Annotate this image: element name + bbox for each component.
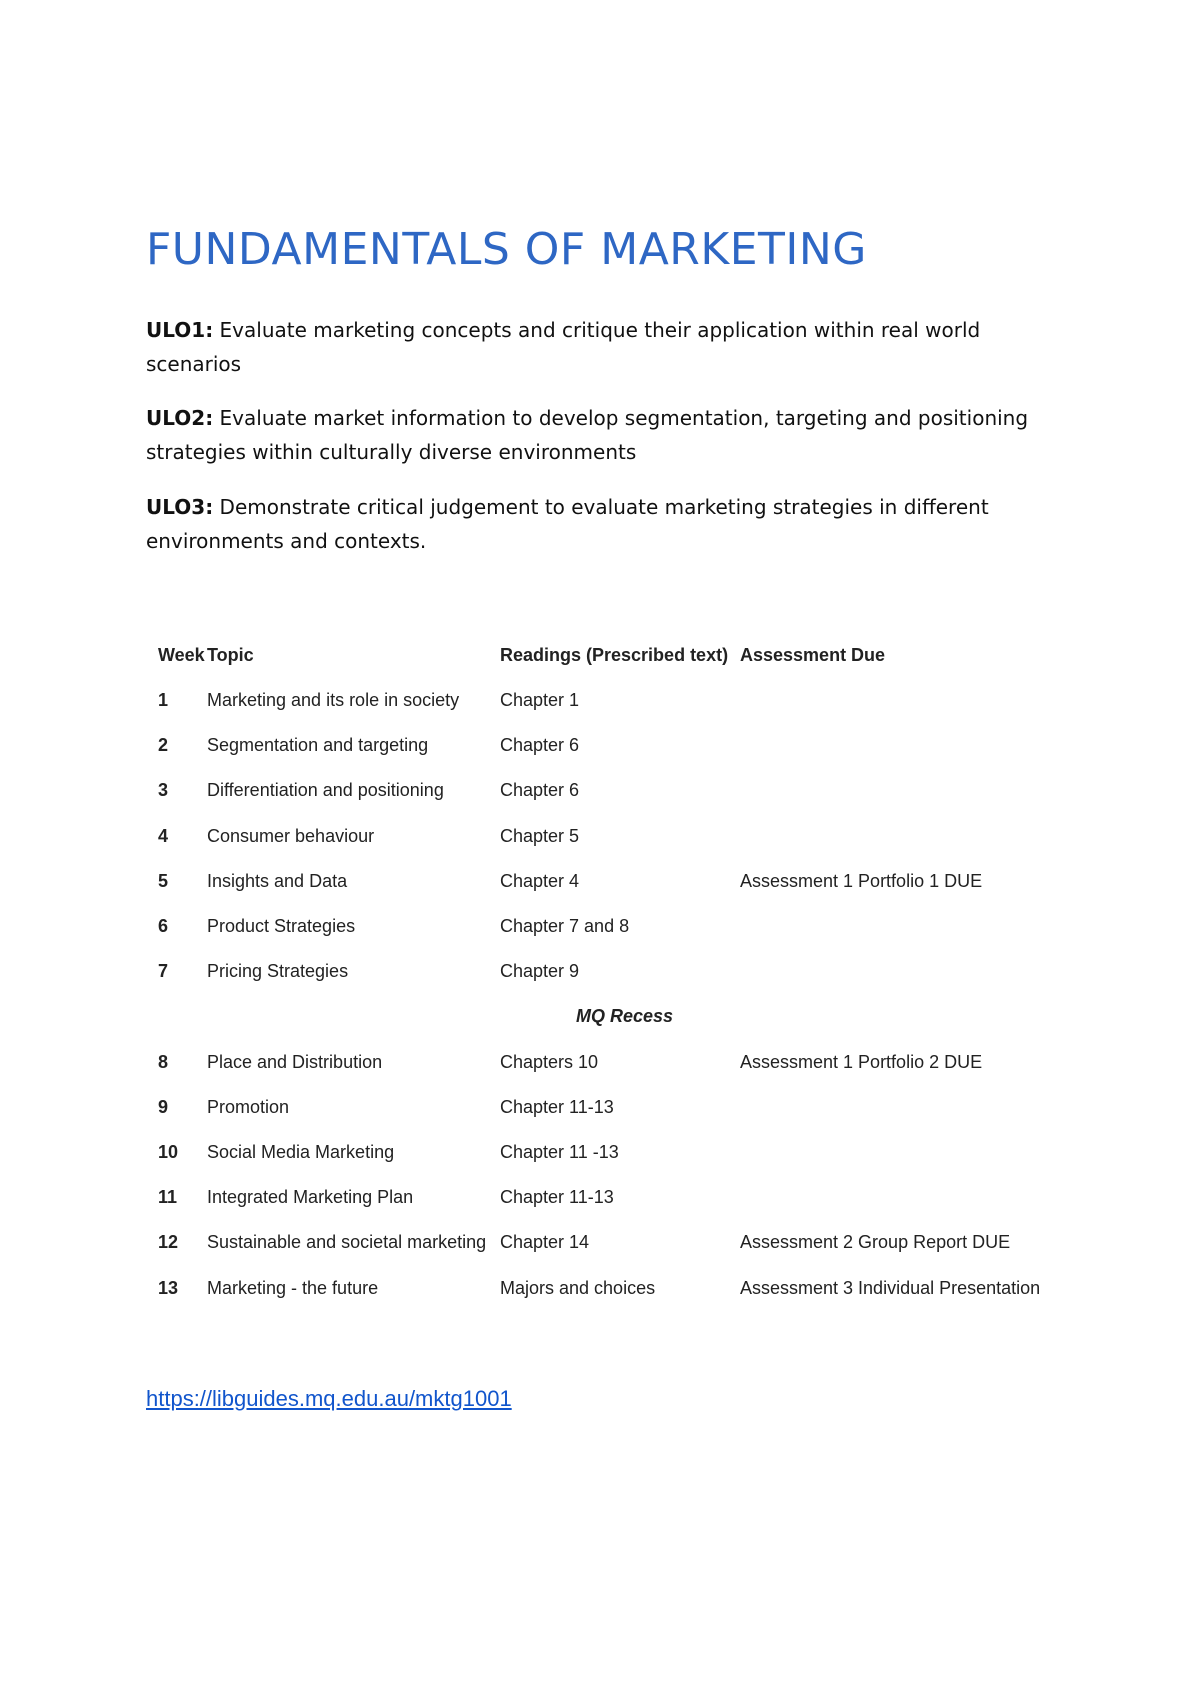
row-assessment: Assessment 1 Portfolio 1 DUE bbox=[740, 871, 983, 891]
row-topic: Promotion bbox=[207, 1097, 290, 1117]
row-topic: Marketing - the future bbox=[207, 1278, 379, 1298]
row-readings: Chapter 11 -13 bbox=[500, 1142, 619, 1162]
row-week: 13 bbox=[158, 1278, 179, 1298]
ulo-3 bbox=[146, 490, 1046, 558]
row-assessment: Assessment 2 Group Report DUE bbox=[740, 1232, 1011, 1252]
row-readings: Chapter 1 bbox=[500, 690, 580, 710]
row-topic: Pricing Strategies bbox=[207, 961, 349, 981]
row-readings: Majors and choices bbox=[500, 1278, 656, 1298]
row-week: 3 bbox=[158, 780, 169, 800]
row-week: 8 bbox=[158, 1052, 169, 1072]
row-topic: Insights and Data bbox=[207, 871, 348, 891]
row-assessment: Assessment 3 Individual Presentation bbox=[740, 1278, 1041, 1298]
libguide-link[interactable]: https://libguides.mq.edu.au/mktg1001 bbox=[146, 1386, 512, 1411]
ulo-1 bbox=[146, 313, 1046, 381]
ulo-1-label: ULO1: bbox=[146, 318, 214, 342]
row-assessment: Assessment 1 Portfolio 2 DUE bbox=[740, 1052, 983, 1072]
row-week: 9 bbox=[158, 1097, 169, 1117]
row-topic: Differentiation and positioning bbox=[207, 780, 444, 800]
row-readings: Chapter 9 bbox=[500, 961, 580, 981]
row-week: 11 bbox=[158, 1187, 178, 1207]
ulo-3-label: ULO3: bbox=[146, 495, 214, 519]
row-topic: Integrated Marketing Plan bbox=[207, 1187, 414, 1207]
row-readings: Chapter 5 bbox=[500, 826, 580, 846]
ulo-2 bbox=[146, 401, 1046, 469]
row-week: 4 bbox=[158, 826, 169, 846]
recess-label: MQ Recess bbox=[576, 1006, 674, 1026]
ulo-3-text: Demonstrate critical judgement to evaluate marketing strategies in different environments and contexts. bbox=[146, 495, 989, 553]
row-readings: Chapter 4 bbox=[500, 871, 580, 891]
row-topic: Segmentation and targeting bbox=[207, 735, 429, 755]
ulo-1-text: Evaluate marketing concepts and critique their application within real world scenarios bbox=[146, 318, 981, 376]
row-topic: Place and Distribution bbox=[207, 1052, 383, 1072]
row-week: 6 bbox=[158, 916, 169, 936]
row-readings: Chapter 7 and 8 bbox=[500, 916, 630, 936]
header-week: Week bbox=[158, 645, 205, 665]
row-week: 7 bbox=[158, 961, 169, 981]
row-readings: Chapter 11-13 bbox=[500, 1097, 614, 1117]
header-assessment: Assessment Due bbox=[740, 645, 886, 665]
row-readings: Chapter 11-13 bbox=[500, 1187, 614, 1207]
row-week: 10 bbox=[158, 1142, 179, 1162]
row-week: 1 bbox=[158, 690, 169, 710]
row-topic: Sustainable and societal marketing bbox=[207, 1232, 487, 1252]
row-week: 2 bbox=[158, 735, 169, 755]
row-topic: Consumer behaviour bbox=[207, 826, 375, 846]
row-week: 12 bbox=[158, 1232, 179, 1252]
row-readings: Chapter 6 bbox=[500, 780, 580, 800]
row-readings: Chapters 10 bbox=[500, 1052, 599, 1072]
row-readings: Chapter 14 bbox=[500, 1232, 590, 1252]
ulo-2-label: ULO2: bbox=[146, 406, 214, 430]
row-topic: Marketing and its role in society bbox=[207, 690, 460, 710]
ulo-2-text: Evaluate market information to develop segmentation, targeting and positioning strategies within culturally diverse environments bbox=[146, 406, 1029, 464]
row-topic: Social Media Marketing bbox=[207, 1142, 395, 1162]
header-readings: Readings (Prescribed text) bbox=[500, 645, 729, 665]
row-week: 5 bbox=[158, 871, 169, 891]
row-topic: Product Strategies bbox=[207, 916, 356, 936]
page-title: FUNDAMENTALS OF MARKETING bbox=[146, 224, 867, 275]
row-readings: Chapter 6 bbox=[500, 735, 580, 755]
header-topic: Topic bbox=[207, 645, 254, 665]
